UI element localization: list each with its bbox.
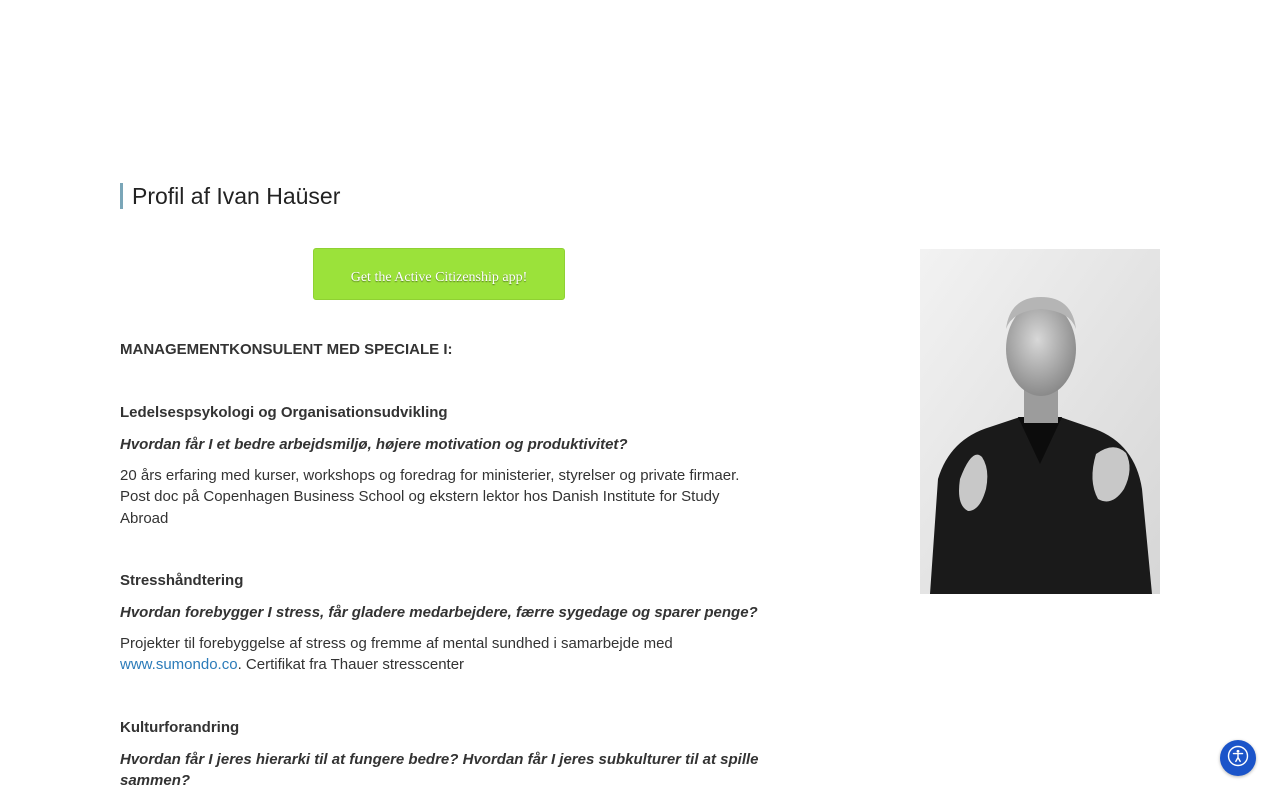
profile-content — [120, 340, 760, 792]
section-question-culture: Hvordan får I jeres hierarki til at fungere bedre? Hvordan får I jeres subkulturer til at spille sammen? — [120, 750, 759, 789]
stress-text-before: Projekter til forebyggelse af stress og fremme af mental sundhed i samarbejde med — [120, 634, 673, 652]
section-text-leadership: 20 års erfaring med kurser, workshops og foredrag for ministerier, styrelser og private firmaer. Post doc på Copenhagen Business School og ekstern lektor hos Danish Institute for Study Abroad — [120, 466, 740, 527]
section-title-leadership: Ledelsespsykologi og Organisationsudvikling — [120, 404, 448, 421]
section-title-culture: Kulturforandring — [120, 718, 240, 736]
get-app-button[interactable]: Get the Active Citizenship app! — [313, 248, 565, 300]
section-text-stress — [120, 633, 760, 676]
accessibility-button[interactable] — [1220, 740, 1256, 776]
portrait-photo — [920, 249, 1160, 594]
section-question-stress: Hvordan forebygger I stress, får gladere medarbejdere, færre sygedage og sparer penge? — [120, 604, 758, 621]
accessibility-icon — [1227, 745, 1249, 772]
section-title-stress: Stresshåndtering — [120, 572, 244, 589]
sumondo-link[interactable]: www.sumondo.co — [120, 656, 238, 673]
section-question-leadership: Hvordan får I et bedre arbejdsmiljø, højere motivation og produktivitet? — [120, 436, 628, 453]
page-title: Profil af Ivan Haüser — [120, 183, 340, 209]
intro-heading: MANAGEMENTKONSULENT MED SPECIALE I: — [120, 341, 453, 358]
stress-text-after: . Certifikat fra Thauer stresscenter — [237, 656, 465, 673]
